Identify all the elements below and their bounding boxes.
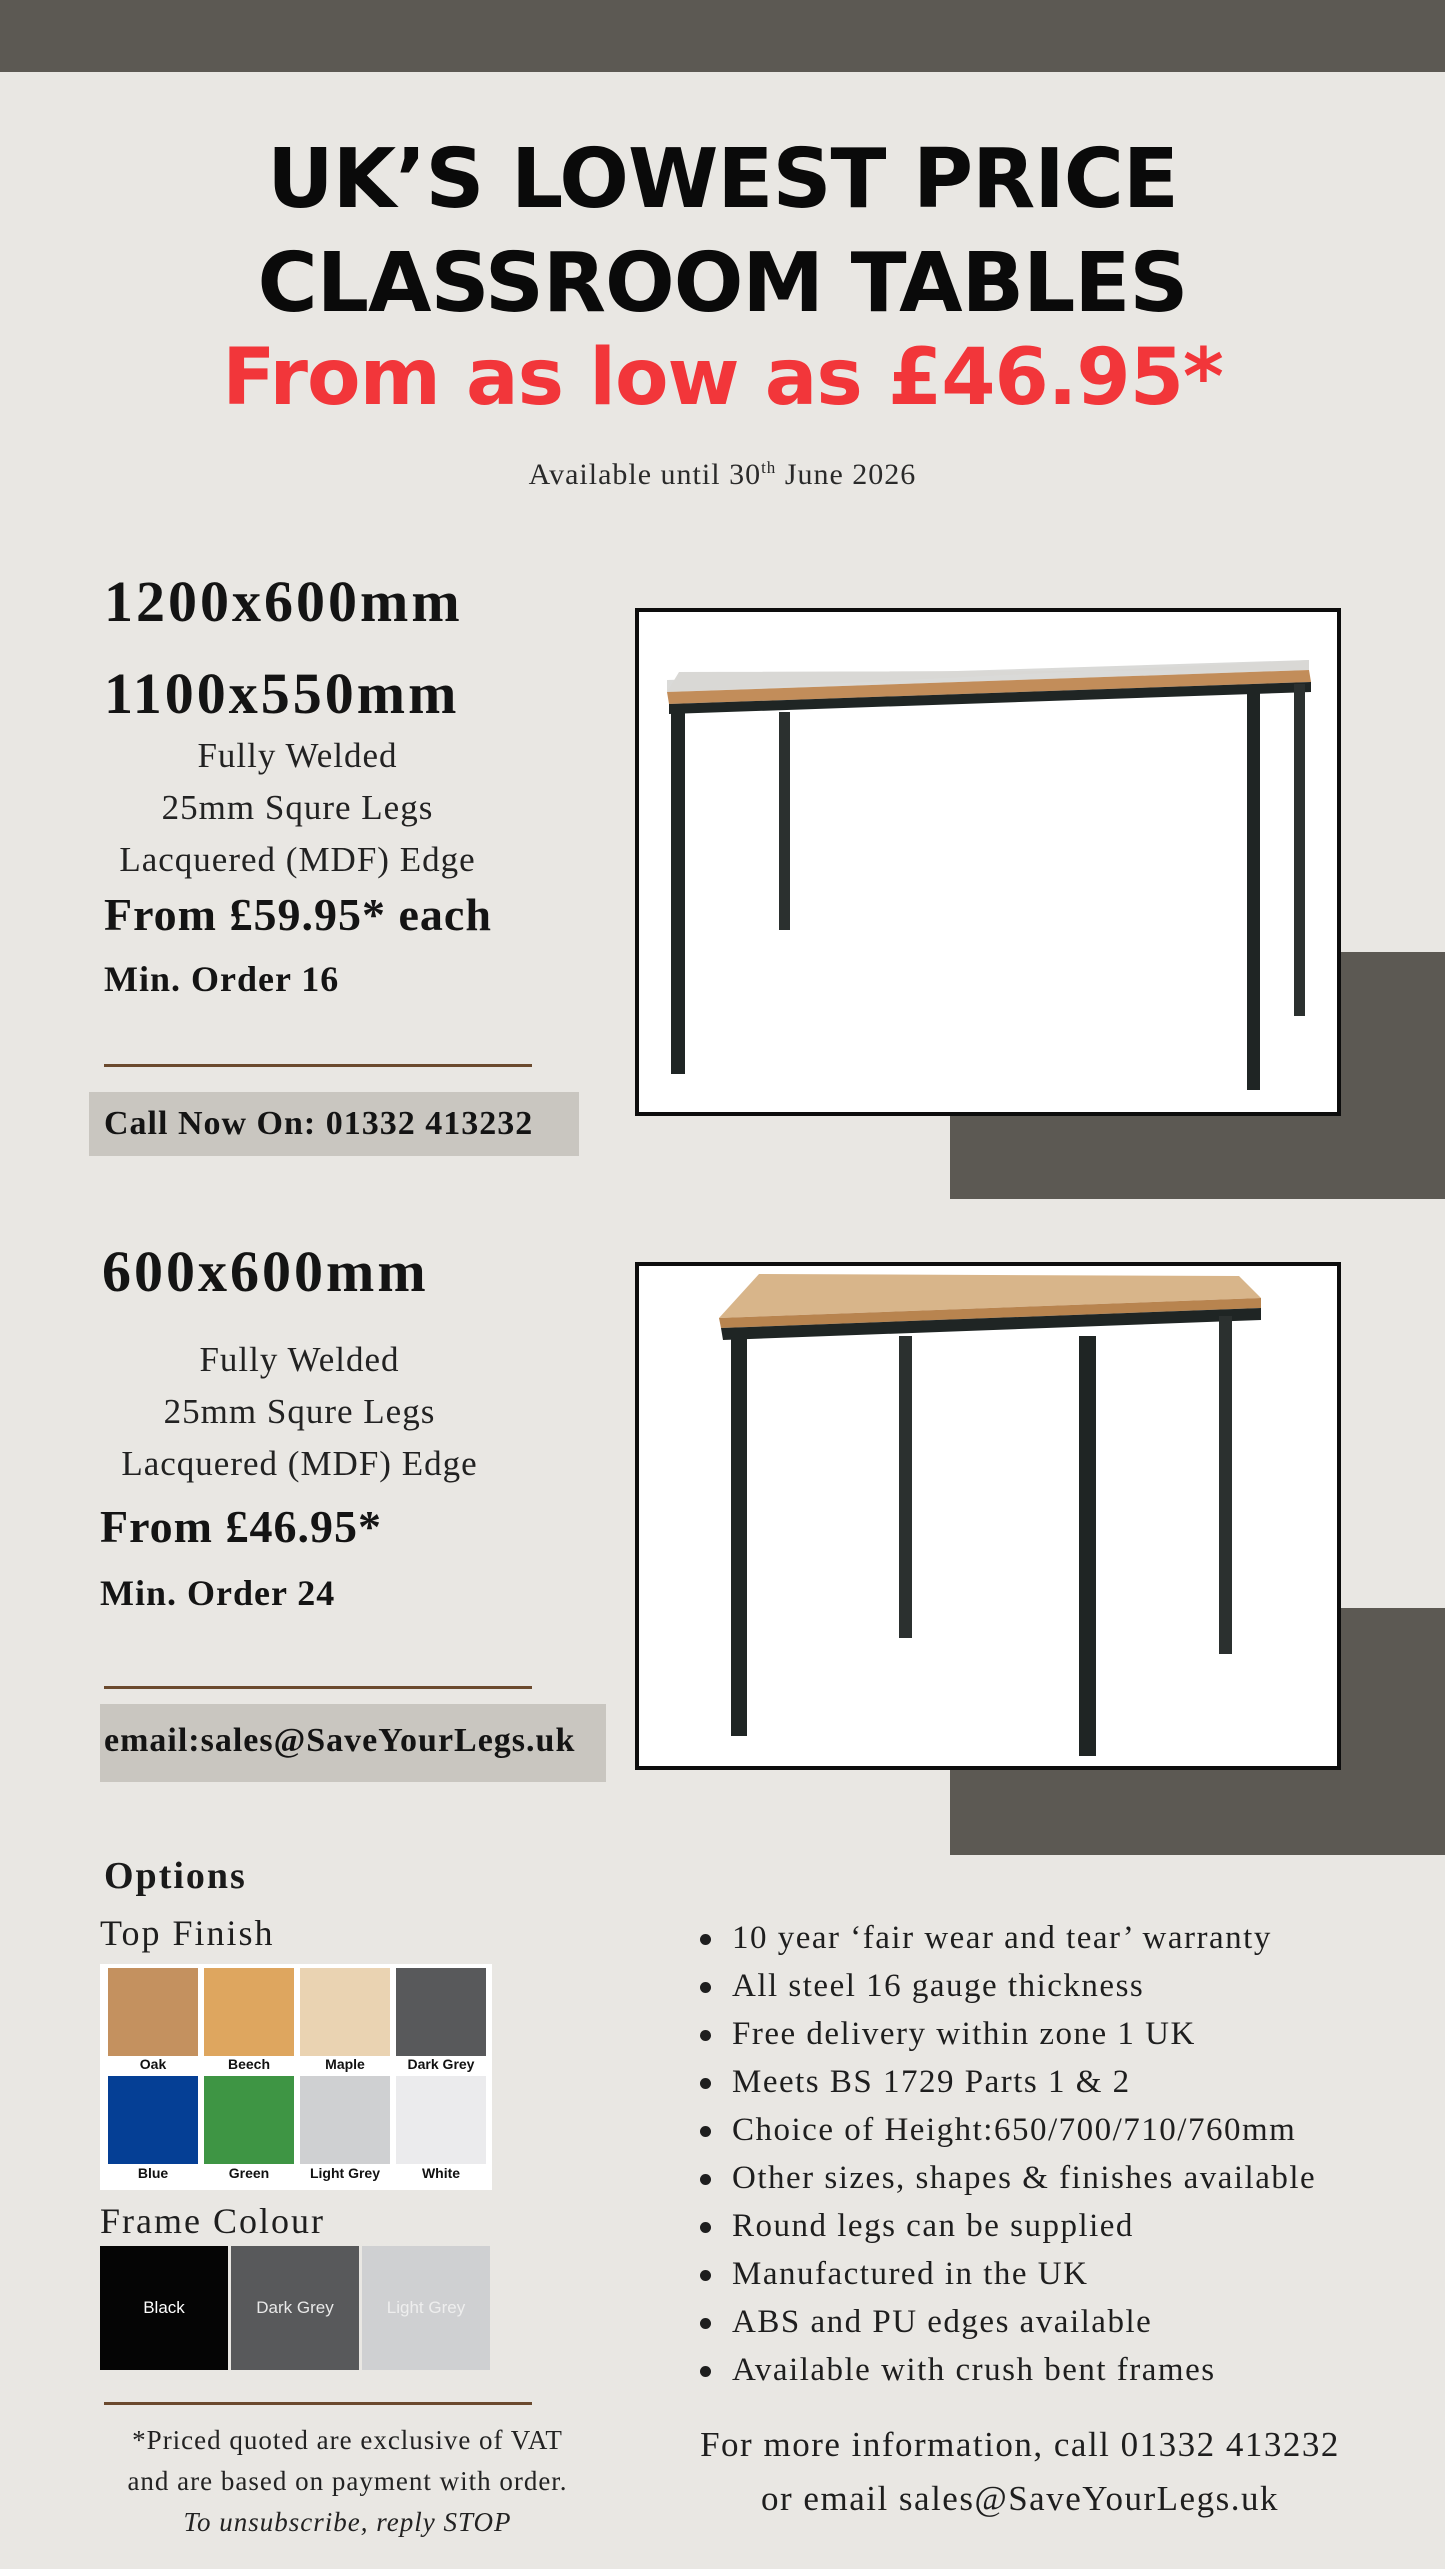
swatch-beech[interactable] (204, 1968, 294, 2056)
product2-image (635, 1262, 1341, 1770)
product2-size: 600x600mm (102, 1239, 429, 1304)
feature-text: Free delivery within zone 1 UK (732, 2016, 1196, 2052)
bullet-icon (700, 2078, 711, 2089)
product1-size-b: 1100x550mm (104, 661, 460, 726)
frame-colour-label: Frame Colour (100, 2201, 325, 2241)
product1-size-a: 1200x600mm (104, 569, 463, 634)
bullet-icon (700, 2270, 711, 2281)
swatch-light-grey[interactable] (300, 2076, 390, 2164)
bullet-icon (700, 2174, 711, 2185)
feature-text: All steel 16 gauge thickness (732, 1968, 1145, 2004)
swatch-green[interactable] (204, 2076, 294, 2164)
headline: UK’S LOWEST PRICE CLASSROOM TABLES (257, 132, 1188, 331)
product1-spec-3: Lacquered (MDF) Edge (119, 840, 476, 879)
disclaimer-line-2: and are based on payment with order. (127, 2466, 568, 2496)
email-button[interactable]: email:sales@SaveYourLegs.uk (100, 1704, 606, 1782)
bullet-icon (700, 1934, 711, 1945)
feature-item (700, 2250, 1420, 2298)
swatch-green-label: Green (228, 2165, 270, 2181)
bullet-icon (700, 2222, 711, 2233)
product1-image (635, 608, 1341, 1116)
product2-specs (82, 1334, 517, 1490)
availability-note: Available until 30th June 2026 (528, 458, 917, 491)
unsubscribe-note: To unsubscribe, reply STOP (183, 2507, 512, 2537)
bullet-icon (700, 2126, 711, 2137)
swatch-blue[interactable] (108, 2076, 198, 2164)
feature-item (700, 2154, 1420, 2202)
swatch-light-grey-label: Light Grey (309, 2165, 380, 2181)
swatch-blue-label: Blue (137, 2165, 169, 2181)
bullet-icon (700, 2366, 711, 2377)
top-banner-bar (0, 0, 1445, 72)
product2-spec-2: 25mm Squre Legs (163, 1392, 436, 1431)
product2-price: From £46.95* (100, 1501, 383, 1552)
feature-list (700, 1914, 1420, 2394)
swatch-white[interactable] (396, 2076, 486, 2164)
feature-text: Manufactured in the UK (732, 2256, 1089, 2292)
product1-spec-1: Fully Welded (197, 736, 398, 775)
feature-text: Meets BS 1729 Parts 1 & 2 (732, 2064, 1131, 2100)
frame-swatch-black[interactable]: Black (100, 2246, 228, 2370)
product1-divider (104, 1064, 532, 1067)
contact-info (660, 2418, 1380, 2526)
feature-text: 10 year ‘fair wear and tear’ warranty (732, 1920, 1272, 1956)
frame-swatch-light-grey[interactable]: Light Grey (362, 2246, 490, 2370)
square-table-illustration (639, 1266, 1337, 1766)
product1-min-order: Min. Order 16 (104, 959, 340, 999)
swatch-oak-label: Oak (139, 2056, 167, 2072)
feature-text: Other sizes, shapes & finishes available (732, 2160, 1317, 2196)
price-subhead: From as low as £46.95* (222, 333, 1223, 423)
product1-spec-2: 25mm Squre Legs (161, 788, 434, 827)
swatch-dark-grey[interactable] (396, 1968, 486, 2056)
feature-text: ABS and PU edges available (732, 2304, 1153, 2340)
product1-specs (80, 730, 515, 886)
feature-item (700, 2298, 1420, 2346)
feature-text: Round legs can be supplied (732, 2208, 1134, 2244)
product2-divider (104, 1686, 532, 1689)
feature-item (700, 2010, 1420, 2058)
swatch-maple-label: Maple (325, 2056, 365, 2072)
top-finish-swatches (100, 1964, 492, 2190)
frame-swatch-dark-grey[interactable]: Dark Grey (231, 2246, 359, 2370)
disclaimer (80, 2420, 615, 2543)
contact-line-1: For more information, call 01332 413232 (700, 2425, 1340, 2464)
feature-text: Choice of Height:650/700/710/760mm (732, 2112, 1297, 2148)
feature-item (700, 1914, 1420, 1962)
swatch-maple[interactable] (300, 1968, 390, 2056)
frame-colour-swatches (100, 2246, 490, 2370)
contact-line-2: or email sales@SaveYourLegs.uk (761, 2479, 1279, 2518)
feature-item (700, 2058, 1420, 2106)
disclaimer-line-1: *Priced quoted are exclusive of VAT (132, 2425, 563, 2455)
call-now-button[interactable]: Call Now On: 01332 413232 (89, 1092, 579, 1156)
feature-item (700, 2346, 1420, 2394)
footer-divider (104, 2402, 532, 2405)
top-finish-label: Top Finish (100, 1913, 275, 1953)
bullet-icon (700, 1982, 711, 1993)
bullet-icon (700, 2318, 711, 2329)
swatch-beech-label: Beech (227, 2056, 271, 2072)
swatch-dark-grey-label: Dark Grey (407, 2056, 475, 2072)
swatch-white-label: White (421, 2165, 461, 2181)
feature-item (700, 2106, 1420, 2154)
bullet-icon (700, 2030, 711, 2041)
product2-spec-1: Fully Welded (199, 1340, 400, 1379)
rectangular-table-illustration (639, 612, 1337, 1112)
feature-item (700, 2202, 1420, 2250)
product2-min-order: Min. Order 24 (100, 1573, 336, 1613)
product1-price: From £59.95* each (104, 889, 492, 940)
options-title: Options (104, 1855, 247, 1897)
swatch-oak[interactable] (108, 1968, 198, 2056)
feature-text: Available with crush bent frames (732, 2352, 1216, 2388)
feature-item (700, 1962, 1420, 2010)
product2-spec-3: Lacquered (MDF) Edge (121, 1444, 478, 1483)
